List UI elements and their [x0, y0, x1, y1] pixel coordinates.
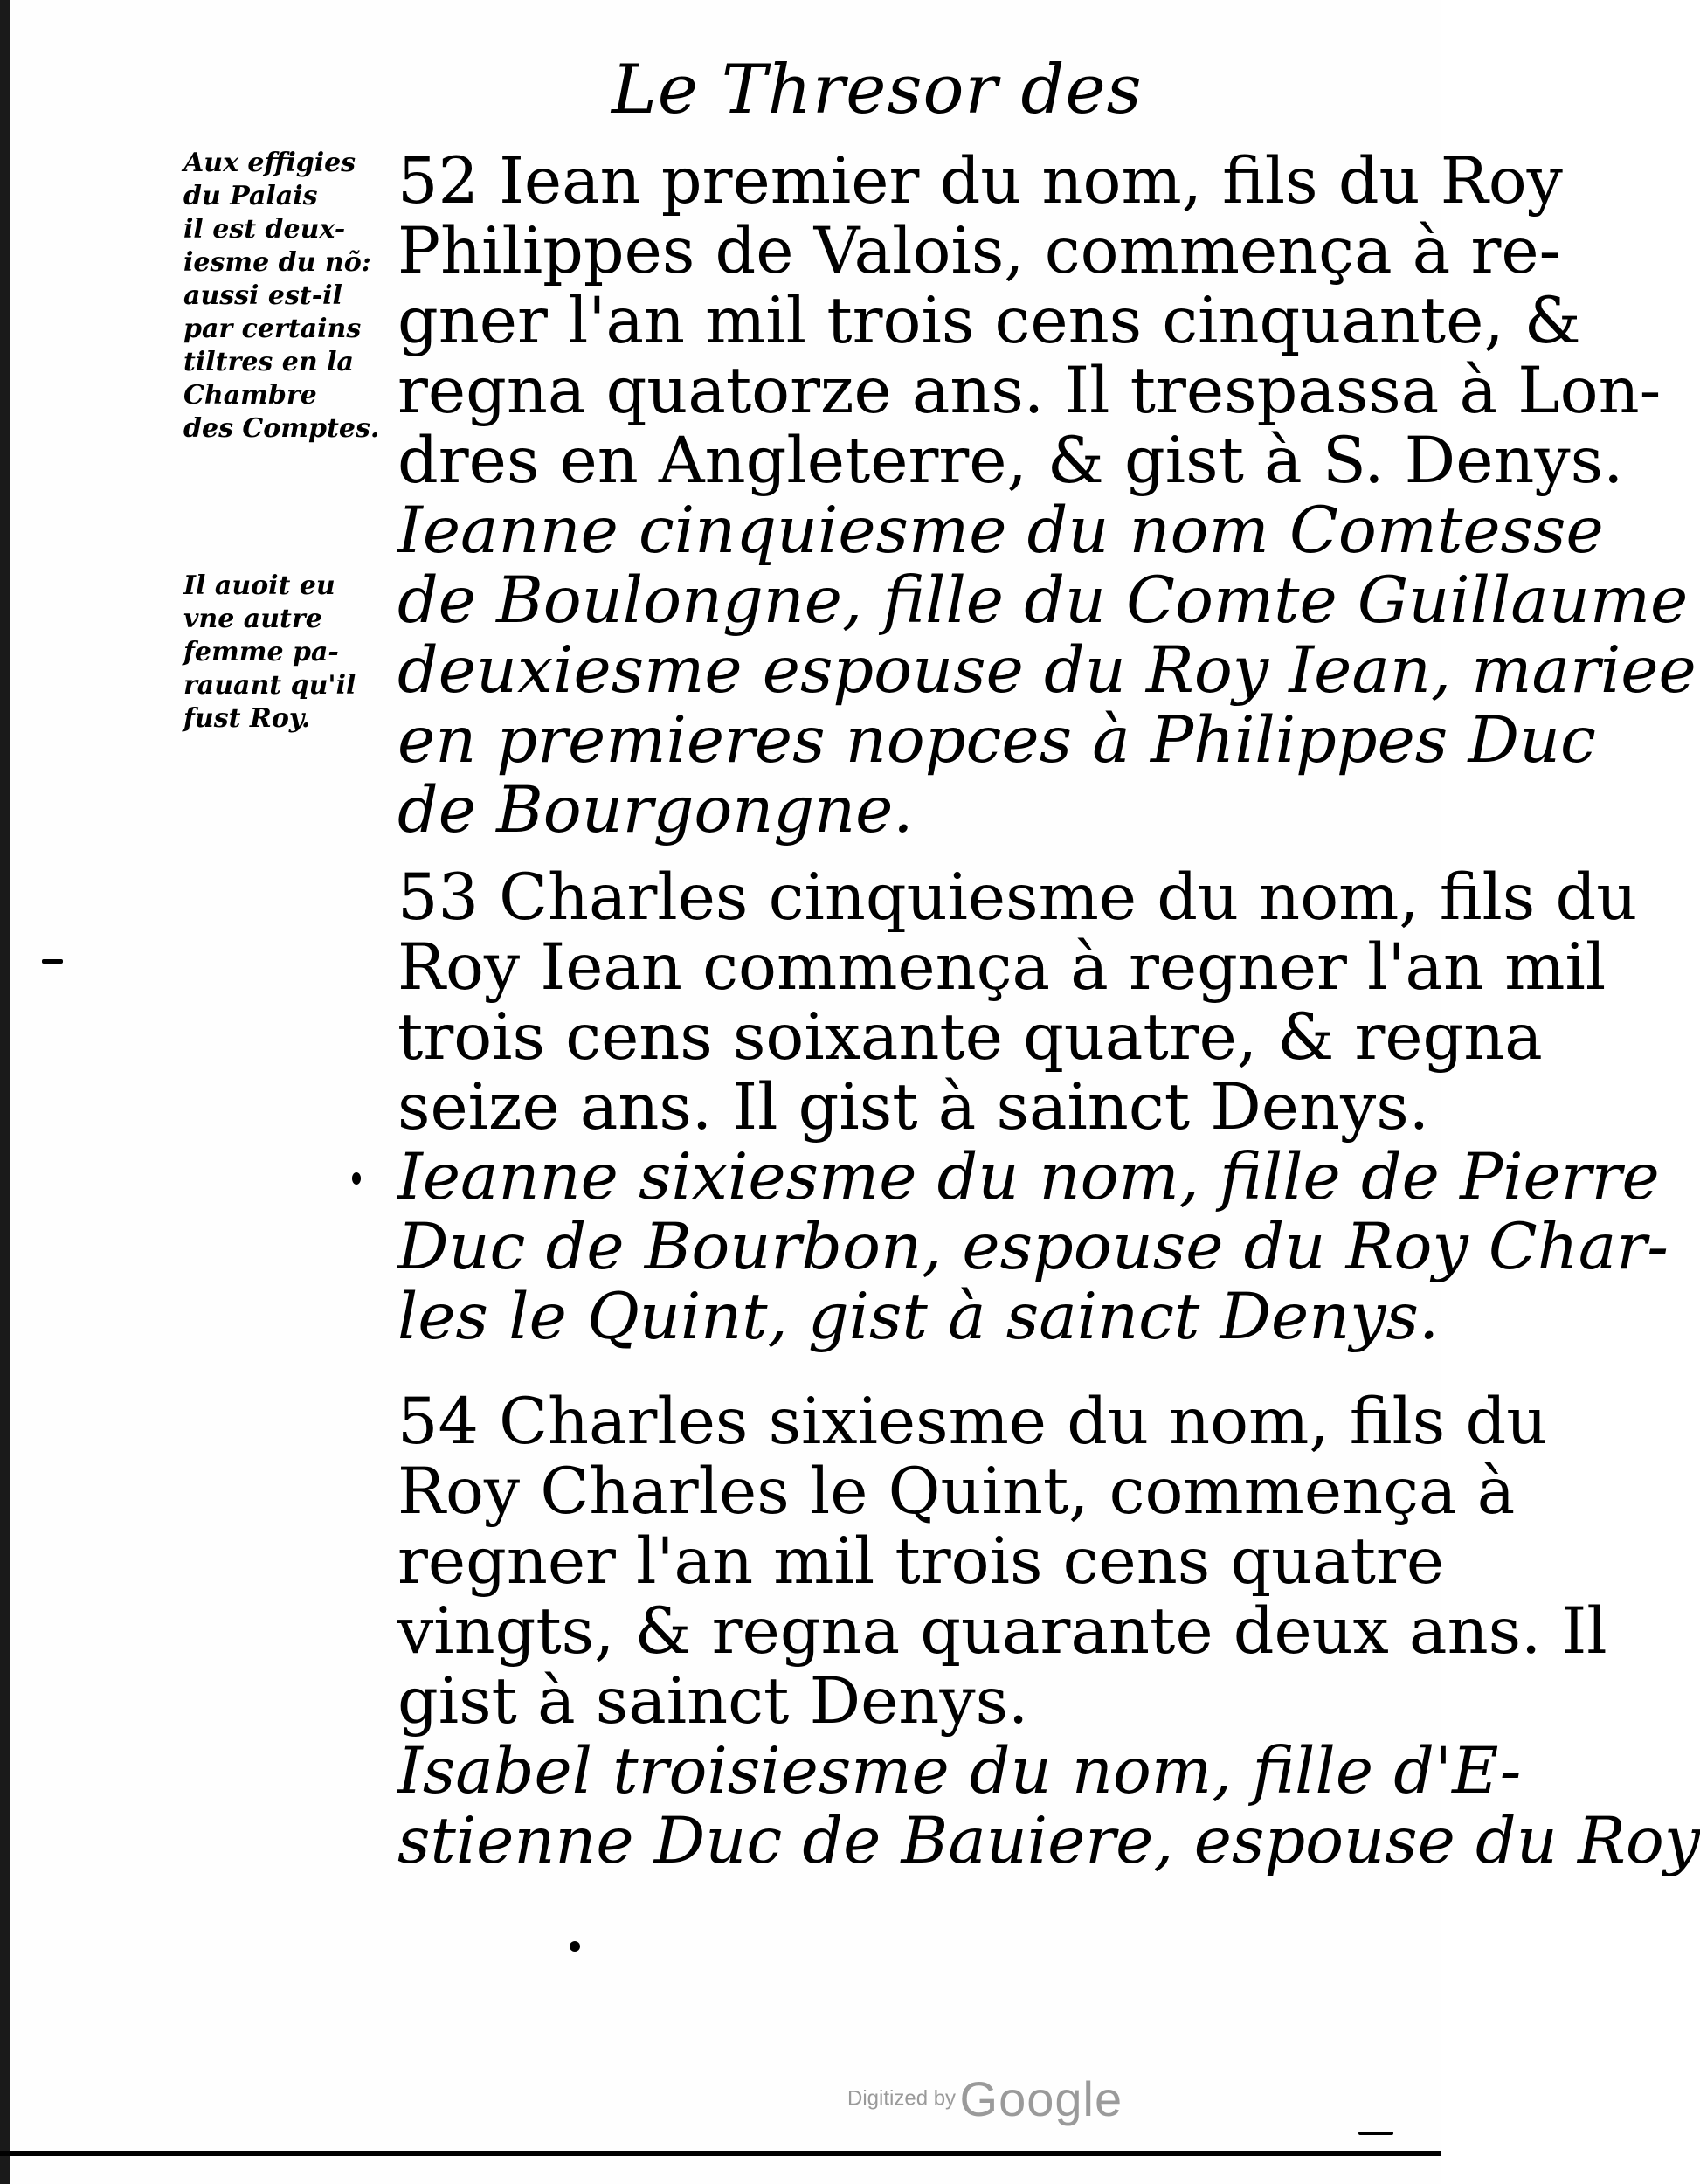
text-line: trois cens soixante quatre, & regna: [397, 1000, 1543, 1075]
text-line: vingts, & regna quarante deux ans. Il: [397, 1594, 1607, 1669]
text-line: gner l'an mil trois cens cinquante, &: [397, 284, 1581, 358]
text-line-italic: Duc de Bourbon, espouse du Roy Char-: [397, 1210, 1669, 1284]
text-line: gist à sainct Denys.: [397, 1664, 1029, 1738]
ink-speck: [352, 1172, 361, 1185]
text-line: Roy Iean commença à regner l'an mil: [397, 930, 1607, 1005]
text-line: regner l'an mil trois cens quatre: [397, 1524, 1445, 1599]
text-line-italic: Ieanne sixiesme du nom, fille de Pierre: [397, 1140, 1660, 1214]
text-line: dres en Angleterre, & gist à S. Denys.: [397, 424, 1624, 498]
digitized-watermark: [847, 2070, 1123, 2127]
ink-speck: [42, 959, 63, 964]
text-line-italic: de Bourgongne.: [397, 773, 914, 847]
margin-note-1: Aux effigies du Palais il est deux- iesme du nõ: aussi est-il par certains tiltres en la Chambre des Comptes.: [183, 148, 380, 444]
watermark-prefix: Digitized by: [847, 2086, 957, 2111]
text-line-italic: Ieanne cinquiesme du nom Comtesse: [397, 494, 1604, 568]
page-edge-shadow: [0, 0, 10, 2184]
ink-speck: [570, 1941, 580, 1952]
text-line-italic: de Boulongne, fille du Comte Guillaume: [397, 563, 1689, 638]
text-line-italic: Isabel troisiesme du nom, fille d'E-: [397, 1734, 1522, 1808]
text-line: Roy Charles le Quint, commença à: [397, 1455, 1516, 1529]
google-logo: Google: [959, 2071, 1123, 2126]
text-line-italic: en premieres nopces à Philippes Duc: [397, 703, 1596, 778]
text-line: Philippes de Valois, commença à re-: [397, 214, 1561, 288]
text-line: seize ans. Il gist à sainct Denys.: [397, 1070, 1429, 1144]
page-bottom-edge: [0, 2151, 1441, 2156]
margin-note-2: Il auoit eu vne autre femme pa- rauant qu'il fust Roy.: [183, 570, 356, 734]
ink-speck: [1358, 2132, 1393, 2135]
running-head: Le Thresor des: [612, 51, 1143, 129]
text-line: regna quatorze ans. Il trespassa à Lon-: [397, 354, 1662, 428]
text-line-italic: stienne Duc de Bauiere, espouse du Roy: [397, 1804, 1700, 1878]
text-line: 52 Iean premier du nom, fils du Roy: [397, 144, 1563, 218]
text-line-italic: les le Quint, gist à sainct Denys.: [397, 1280, 1440, 1354]
text-line: 54 Charles sixiesme du nom, fils du: [397, 1385, 1548, 1459]
text-line: 53 Charles cinquiesme du nom, fils du: [397, 860, 1638, 935]
text-line-italic: deuxiesme espouse du Roy Iean, mariee: [397, 633, 1697, 708]
